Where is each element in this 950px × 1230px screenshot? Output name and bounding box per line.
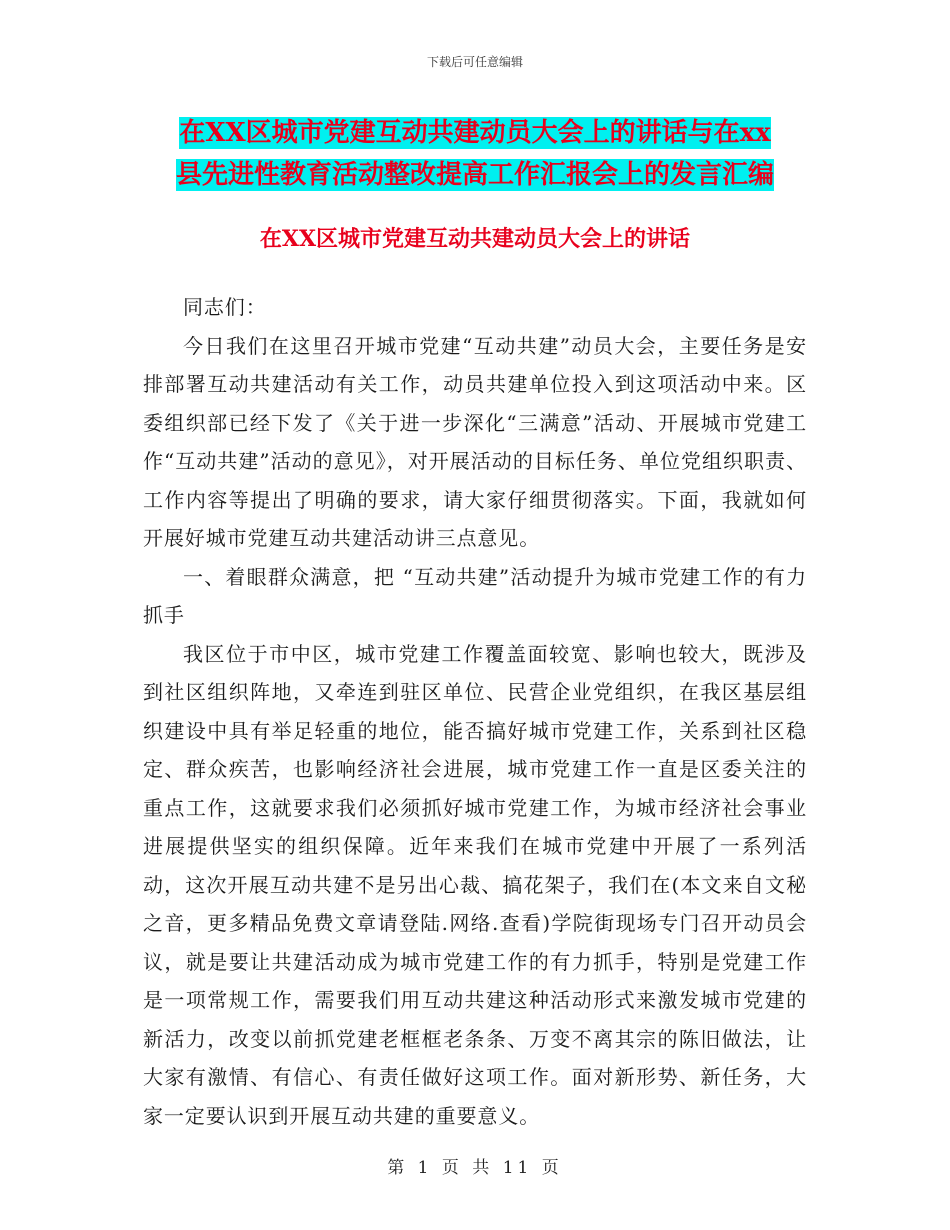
document-title-line-2: 县先进性教育活动整改提高工作汇报会上的发言汇编 [175, 160, 774, 190]
page-header-note: 下载后可任意编辑 [426, 55, 523, 69]
document-title-line-1: 在XX区城市党建互动共建动员大会上的讲话与在xx [179, 118, 771, 148]
section-title: 在XX区城市党建互动共建动员大会上的讲话 [259, 226, 691, 252]
document-title [0, 112, 950, 196]
heading-paragraph: 一、着眼群众满意，把 “互动共建”活动提升为城市党建工作的有力抓手 [143, 564, 807, 627]
body-paragraph: 我区位于市中区，城市党建工作覆盖面较宽、影响也较大，既涉及到社区组织阵地，又牵连到驻区单位、民营企业党组织，在我区基层组织建设中具有举足轻重的地位，能否搞好城市党建工作，关系到社区稳定、群众疾苦，也影响经济社会进展，城市党建工作一直是区委关注的重点工作，这就要求我们必须抓好城市党建工作，为城市经济社会事业进展提供坚实的组织保障。近年来我们在城市党建中开展了一系列活动，这次开展互动共建不是另出心裁、搞花架子，我们在(本文来自文秘之音，更多精品免费文章请登陆.网络.查看)学院街现场专门召开动员会议，就是要让共建活动成为城市党建工作的有力抓手，特别是党建工作是一项常规工作，需要我们用互动共建这种活动形式来激发城市党建的新活力，改变以前抓党建老框框老条条、万变不离其宗的陈旧做法，让大家有激情、有信心、有责任做好这项工作。面对新形势、新任务，大家一定要认识到开展互动共建的重要意义。 [143, 641, 807, 1128]
body-paragraph: 今日我们在这里召开城市党建“互动共建”动员大会，主要任务是安排部署互动共建活动有关工作，动员共建单位投入到这项活动中来。区委组织部已经下发了《关于进一步深化“三满意”活动、开展城市党建工作“互动共建”活动的意见》，对开展活动的目标任务、单位党组织职责、工作内容等提出了明确的要求，请大家仔细贯彻落实。下面，我就如何开展好城市党建互动共建活动讲三点意见。 [143, 333, 807, 550]
salutation-paragraph: 同志们： [183, 295, 267, 319]
document-body [143, 288, 807, 1135]
page-number-footer: 第 1 页 共 11 页 [387, 1158, 563, 1178]
